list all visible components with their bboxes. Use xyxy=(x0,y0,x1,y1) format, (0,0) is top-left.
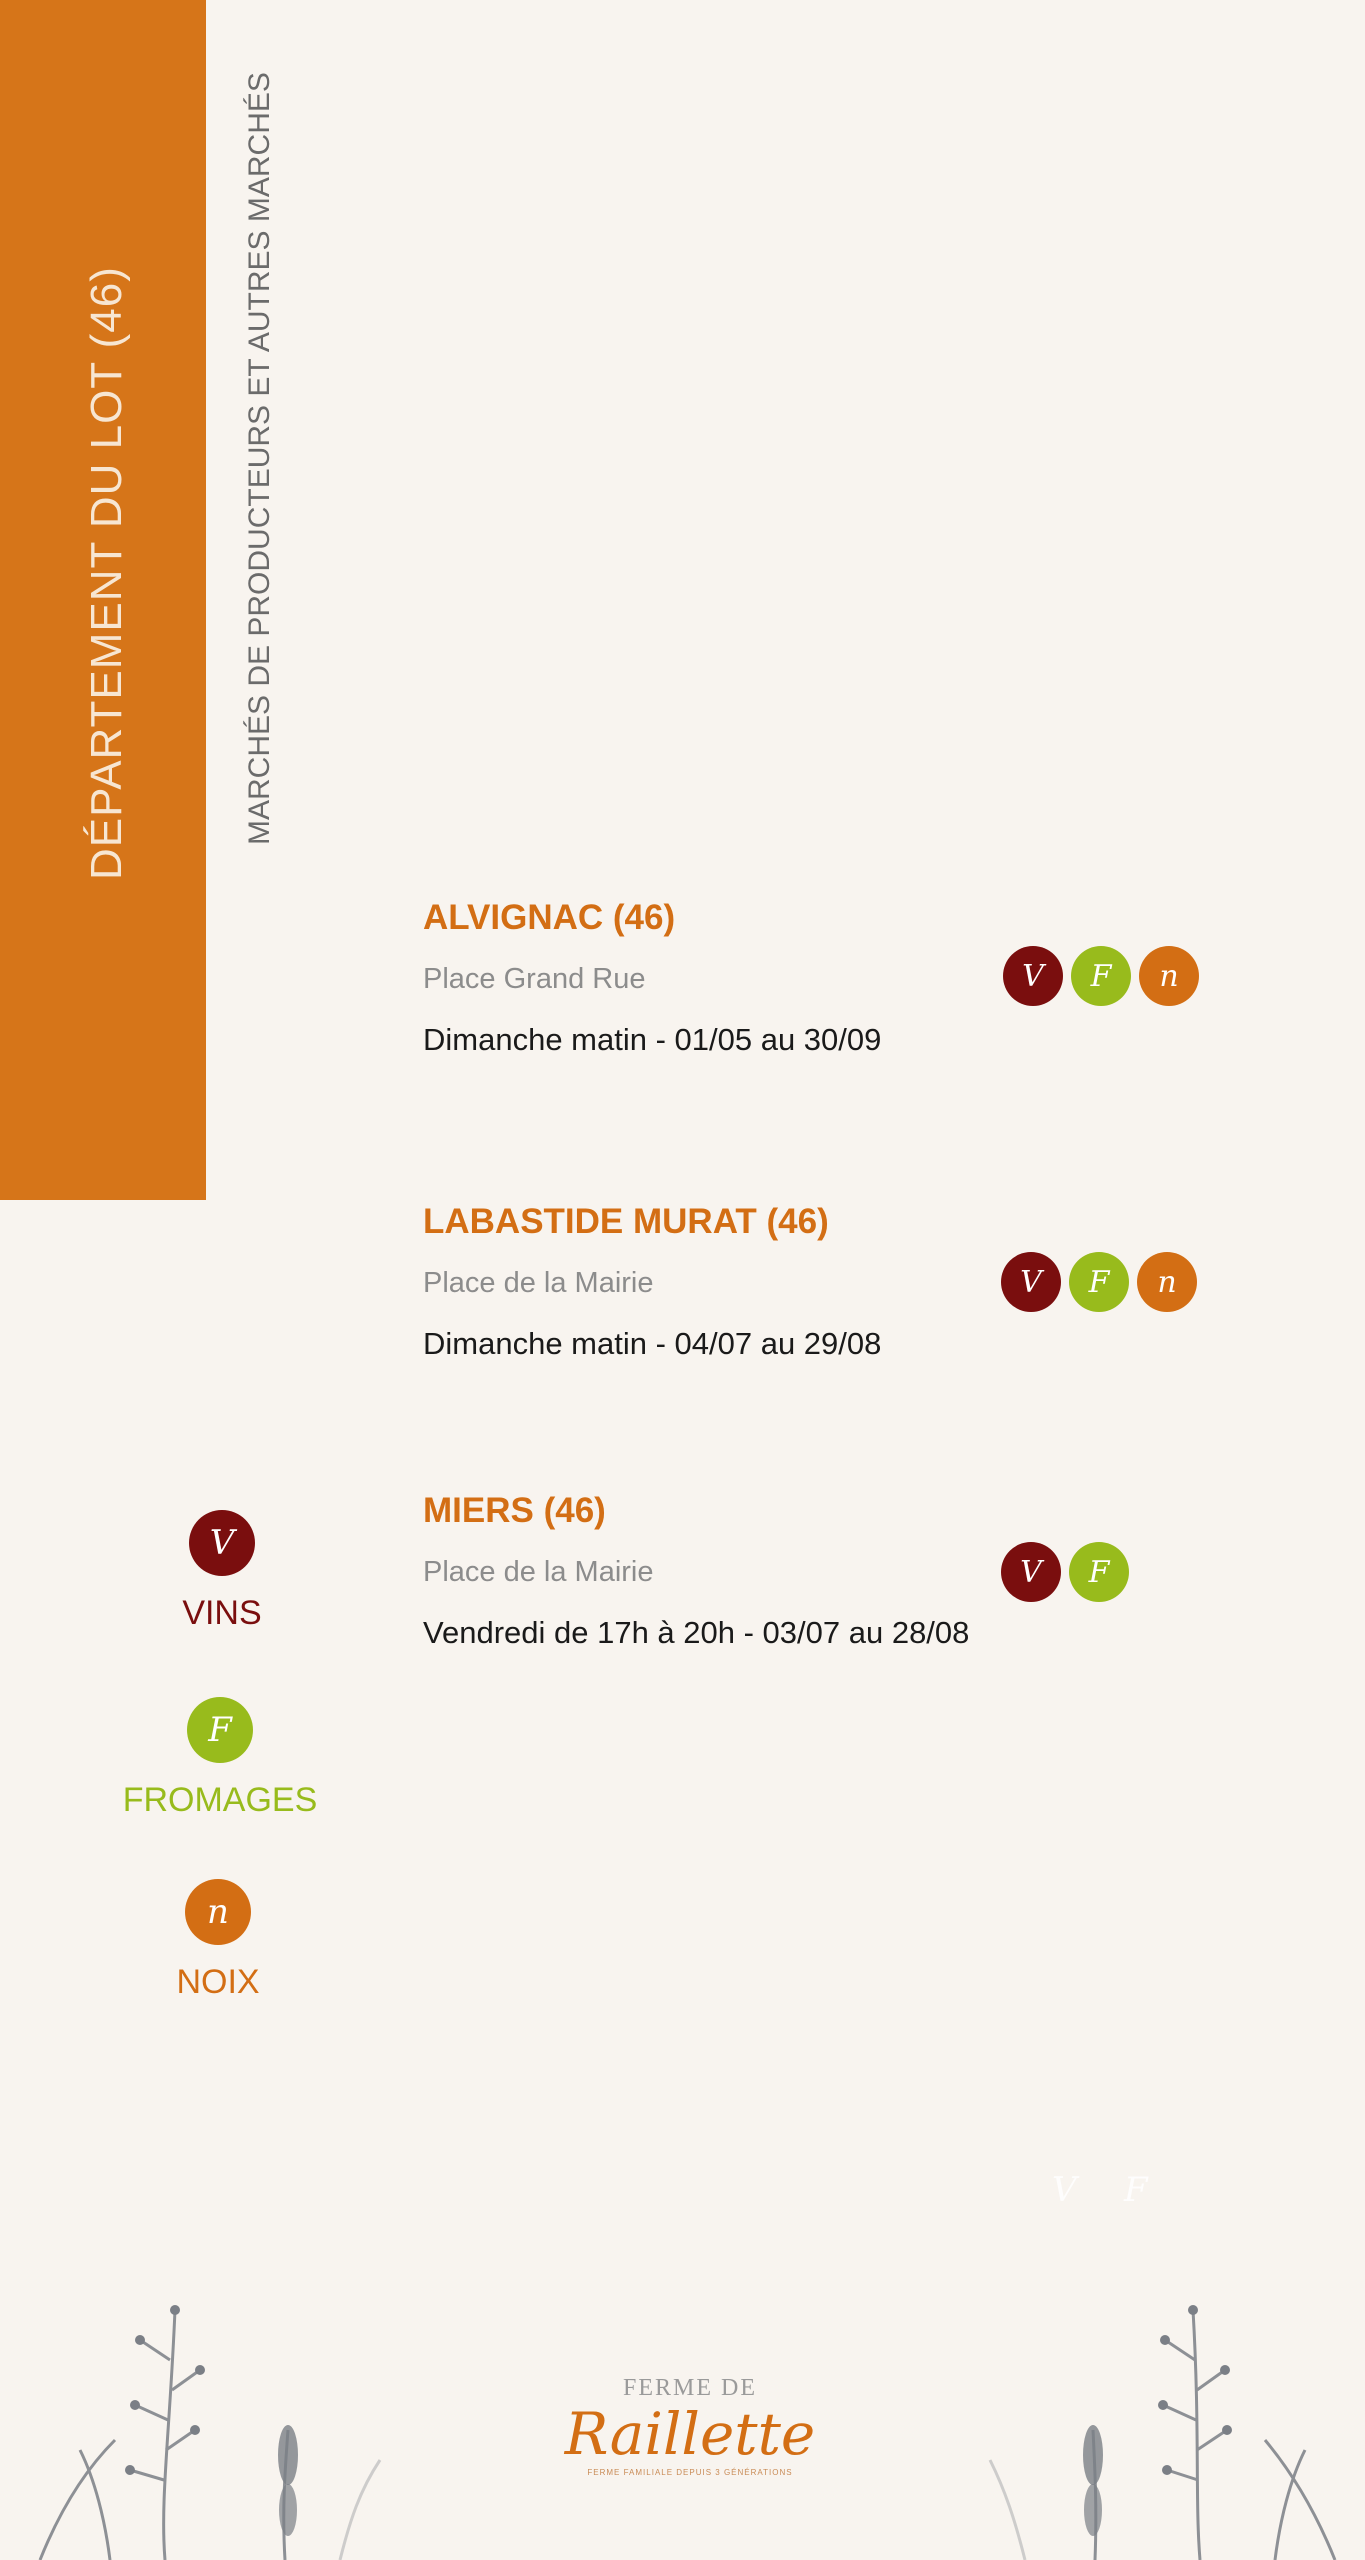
market-place: Place de la Mairie xyxy=(423,1556,654,1588)
legend-vins xyxy=(92,1510,352,1633)
noix-icon: n xyxy=(185,1879,251,1945)
vins-icon: V xyxy=(1003,946,1063,1006)
product-badges xyxy=(1003,946,1199,1006)
market-name: LABASTIDE MURAT (46) xyxy=(423,1202,829,1241)
vins-icon: V xyxy=(1001,1542,1061,1602)
product-badges xyxy=(1001,1542,1129,1602)
fromages-icon: F xyxy=(1069,1542,1129,1602)
logo-top-text: FERME DE xyxy=(622,2375,757,2401)
market-place: Place Grand Rue xyxy=(423,963,646,995)
legend-label: FROMAGES xyxy=(122,1781,318,1819)
fromages-icon: F xyxy=(1069,1252,1129,1312)
department-title: DÉPARTEMENT DU LOT (46) xyxy=(82,266,131,880)
fromages-icon: F xyxy=(187,1697,253,1763)
market-schedule: Dimanche matin - 01/05 au 30/09 xyxy=(423,1022,882,1057)
market-schedule: Dimanche matin - 04/07 au 29/08 xyxy=(423,1326,882,1361)
section-subtitle: MARCHÉS DE PRODUCTEURS ET AUTRES MARCHÉS xyxy=(243,72,276,845)
farm-logo xyxy=(560,2375,820,2477)
ghost-letter: V xyxy=(1052,2170,1077,2210)
vins-icon: V xyxy=(1001,1252,1061,1312)
product-badges xyxy=(1001,1252,1197,1312)
noix-icon: n xyxy=(1139,946,1199,1006)
grass-left-illustration xyxy=(0,2280,420,2560)
vins-icon: V xyxy=(189,1510,255,1576)
legend-fromages xyxy=(90,1697,350,1820)
legend-noix xyxy=(88,1879,348,2002)
market-schedule: Vendredi de 17h à 20h - 03/07 au 28/08 xyxy=(423,1615,970,1650)
noix-icon: n xyxy=(1137,1252,1197,1312)
ghost-letter: F xyxy=(1124,2170,1148,2210)
legend-label: NOIX xyxy=(176,1963,260,2001)
legend-label: VINS xyxy=(182,1594,262,1632)
market-place: Place de la Mairie xyxy=(423,1267,654,1299)
logo-main-text: Raillette xyxy=(564,2400,816,2468)
logo-tagline: FERME FAMILIALE DEPUIS 3 GÉNÉRATIONS xyxy=(587,2468,793,2477)
fromages-icon: F xyxy=(1071,946,1131,1006)
market-name: ALVIGNAC (46) xyxy=(423,898,676,937)
market-name: MIERS (46) xyxy=(423,1491,606,1530)
grass-right-illustration xyxy=(945,2280,1365,2560)
